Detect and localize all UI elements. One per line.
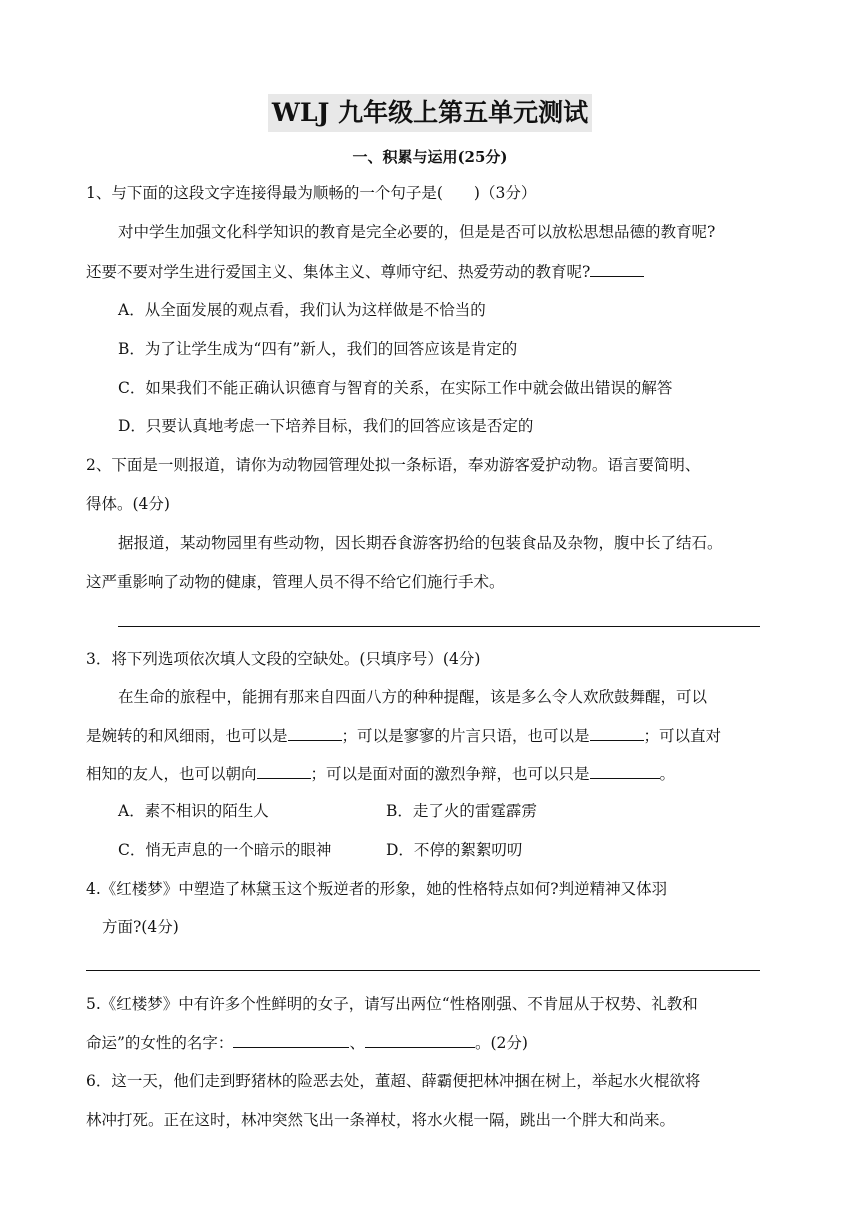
q3-text: ；可以是寥寥的片言只语，也可以是 (341, 727, 590, 745)
q3-option-a: A．素不相识的陌生人 (118, 802, 269, 820)
q2-stem-line-2: 得体。(4分) (86, 495, 170, 513)
q5-text: 命运”的女性的名字： (86, 1034, 234, 1052)
q5-stem-line-2 (86, 1031, 528, 1054)
q3-blank-1[interactable] (288, 724, 342, 741)
q1-option-d: D．只要认真地考虑一下培养目标，我们的回答应该是否定的 (118, 417, 534, 435)
q4-answer-line[interactable] (86, 970, 760, 971)
q3-passage-line-3 (86, 762, 675, 785)
q3-text: 是婉转的和风细雨，也可以是 (86, 727, 288, 745)
q4-stem-line-1: 4.《红楼梦》中塑造了林黛玉这个叛逆者的形象，她的性格特点如何?判逆精神又体羽 (86, 880, 668, 898)
q5-text: 。(2分) (474, 1034, 528, 1052)
exam-title-text: WLJ 九年级上第五单元测试 (268, 94, 592, 132)
q5-blank-2[interactable] (365, 1031, 475, 1048)
q3-text: ；可以直对 (643, 727, 722, 745)
q6-line-2: 林冲打死。正在这时，林冲突然飞出一条禅杖，将水火棍一隔，跳出一个胖大和尚来。 (86, 1111, 676, 1129)
q3-option-b: B．走了火的雷霆霹雳 (386, 802, 537, 820)
q4-stem-line-2: 方面?(4分) (102, 918, 179, 936)
q3-passage-line-2 (86, 724, 721, 747)
q6-line-1: 6．这一天，他们走到野猪林的险恶去处，董超、薛霸便把林冲捆在树上，举起水火棍欲将 (86, 1072, 701, 1090)
q3-text: 相知的友人，也可以朝向 (86, 765, 257, 783)
q1-stem: 1、与下面的这段文字连接得最为顺畅的一个句子是( )（3分） (86, 184, 537, 202)
q5-text: 、 (349, 1034, 365, 1052)
q1-option-c: C．如果我们不能正确认识德育与智育的关系，在实际工作中就会做出错误的解答 (118, 379, 673, 397)
q3-text: 。 (659, 765, 676, 783)
q1-passage-line-2 (86, 260, 644, 283)
q5-stem-line-1: 5.《红楼梦》中有许多个性鲜明的女子，请写出两位“性格刚强、不肯屈从于权势、礼教和 (86, 995, 698, 1013)
q1-passage-line-1: 对中学生加强文化科学知识的教育是完全必要的，但是是否可以放松思想品德的教育呢? (118, 223, 716, 241)
q1-option-b: B．为了让学生成为“四有”新人，我们的回答应该是肯定的 (118, 340, 518, 358)
exam-title (0, 94, 860, 132)
q2-answer-line[interactable] (118, 626, 760, 627)
q1-passage-text: 还要不要对学生进行爱国主义、集体主义、尊师守纪、热爱劳动的教育呢? (86, 263, 591, 281)
q2-passage-line-2: 这严重影响了动物的健康，管理人员不得不给它们施行手术。 (86, 573, 505, 591)
q3-passage-line-1: 在生命的旅程中，能拥有那来自四面八方的种种提醒，该是多么令人欢欣鼓舞醒，可以 (118, 688, 708, 706)
q3-blank-3[interactable] (257, 762, 311, 779)
q3-text: ；可以是面对面的激烈争辩，也可以只是 (310, 765, 590, 783)
q2-passage-line-1: 据报道，某动物园里有些动物，因长期吞食游客扔给的包装食品及杂物，腹中长了结石。 (118, 534, 723, 552)
q3-blank-4[interactable] (590, 762, 660, 779)
q5-blank-1[interactable] (233, 1031, 349, 1048)
q3-stem: 3．将下列选项依次填人文段的空缺处。(只填序号）(4分) (86, 650, 481, 668)
section-heading: 一、积累与运用(25分) (352, 148, 508, 166)
q3-option-c: C．悄无声息的一个暗示的眼神 (118, 841, 332, 859)
q2-stem-line-1: 2、下面是一则报道，请你为动物园管理处拟一条标语，奉劝游客爱护动物。语言要简明、 (86, 456, 701, 474)
q1-answer-blank[interactable] (590, 260, 644, 277)
q1-option-a: A．从全面发展的观点看，我们认为这样做是不恰当的 (118, 301, 486, 319)
q3-blank-2[interactable] (590, 724, 644, 741)
q3-option-d: D．不停的絮絮叨叨 (386, 841, 523, 859)
